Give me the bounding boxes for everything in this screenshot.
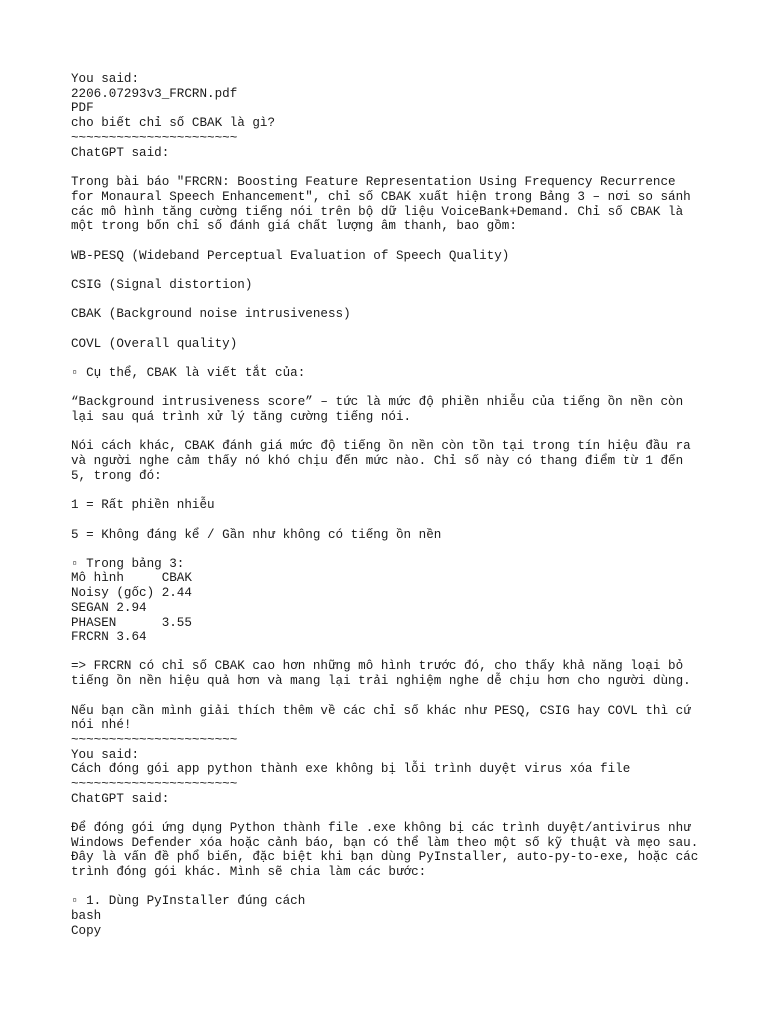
attachment-type: PDF [71, 101, 94, 115]
user-question: cho biết chỉ số CBAK là gì? [71, 116, 276, 130]
separator: ~~~~~~~~~~~~~~~~~~~~~~ [71, 777, 238, 791]
section-heading: ▫ Cụ thể, CBAK là viết tắt của: [71, 366, 306, 380]
section-heading: ▫ Trong bảng 3: [71, 557, 185, 571]
metric-item: CSIG (Signal distortion) [71, 278, 253, 292]
paragraph-line: các mô hình tăng cường tiếng nói trên bộ dữ liệu VoiceBank+Demand. Chỉ số CBAK là [71, 205, 684, 219]
paragraph-line: nói nhé! [71, 718, 132, 732]
speaker-label-assistant: ChatGPT said: [71, 146, 170, 160]
table-row: PHASEN 3.55 [71, 616, 192, 630]
separator: ~~~~~~~~~~~~~~~~~~~~~~ [71, 733, 238, 747]
paragraph-line: một trong bốn chỉ số đánh giá chất lượng âm thanh, bao gồm: [71, 219, 517, 233]
speaker-label-assistant: ChatGPT said: [71, 792, 170, 806]
table-row: SEGAN 2.94 [71, 601, 147, 615]
speaker-label-user: You said: [71, 72, 140, 86]
speaker-label-user: You said: [71, 748, 140, 762]
paragraph-line: trình đóng gói khác. Mình sẽ chia làm các bước: [71, 865, 427, 879]
paragraph-line: và người nghe cảm thấy nó khó chịu đến mức nào. Chỉ số này có thang điểm từ 1 đến [71, 454, 684, 468]
copy-label: Copy [71, 924, 102, 938]
paragraph-line: for Monaural Speech Enhancement", chỉ số CBAK xuất hiện trong Bảng 3 – nơi so sánh [71, 190, 691, 204]
scale-item: 1 = Rất phiền nhiễu [71, 498, 215, 512]
paragraph-line: tiếng ồn nền hiệu quả hơn và mang lại trải nghiệm nghe dễ chịu hơn cho người dùng. [71, 674, 691, 688]
paragraph-line: => FRCRN có chỉ số CBAK cao hơn những mô hình trước đó, cho thấy khả năng loại bỏ [71, 659, 684, 673]
table-header-row: Mô hình CBAK [71, 571, 192, 585]
paragraph-line: Windows Defender xóa hoặc cảnh báo, bạn có thể làm theo một số kỹ thuật và mẹo sau. [71, 836, 699, 850]
table-row: Noisy (gốc) 2.44 [71, 586, 192, 600]
section-heading: ▫ 1. Dùng PyInstaller đúng cách [71, 894, 306, 908]
paragraph-line: Để đóng gói ứng dụng Python thành file .exe không bị các trình duyệt/antivirus như [71, 821, 691, 835]
paragraph-line: Đây là vấn đề phổ biến, đặc biệt khi bạn dùng PyInstaller, auto-py-to-exe, hoặc các [71, 850, 699, 864]
paragraph-line: 5, trong đó: [71, 469, 162, 483]
separator: ~~~~~~~~~~~~~~~~~~~~~~ [71, 131, 238, 145]
attachment-filename: 2206.07293v3_FRCRN.pdf [71, 87, 238, 101]
table-row: FRCRN 3.64 [71, 630, 147, 644]
paragraph-line: Trong bài báo "FRCRN: Boosting Feature Representation Using Frequency Recurrence [71, 175, 676, 189]
paragraph-line: lại sau quá trình xử lý tăng cường tiếng nói. [71, 410, 412, 424]
metric-item: COVL (Overall quality) [71, 337, 238, 351]
paragraph-line: Nếu bạn cần mình giải thích thêm về các chỉ số khác như PESQ, CSIG hay COVL thì cứ [71, 704, 691, 718]
scale-item: 5 = Không đáng kể / Gần như không có tiếng ồn nền [71, 528, 442, 542]
paragraph-line: Nói cách khác, CBAK đánh giá mức độ tiếng ồn nền còn tồn tại trong tín hiệu đầu ra [71, 439, 691, 453]
metric-item: WB-PESQ (Wideband Perceptual Evaluation of Speech Quality) [71, 249, 510, 263]
metric-item: CBAK (Background noise intrusiveness) [71, 307, 351, 321]
code-language-label: bash [71, 909, 102, 923]
user-question: Cách đóng gói app python thành exe không bị lỗi trình duyệt virus xóa file [71, 762, 631, 776]
paragraph-line: “Background intrusiveness score” – tức là mức độ phiền nhiễu của tiếng ồn nền còn [71, 395, 684, 409]
